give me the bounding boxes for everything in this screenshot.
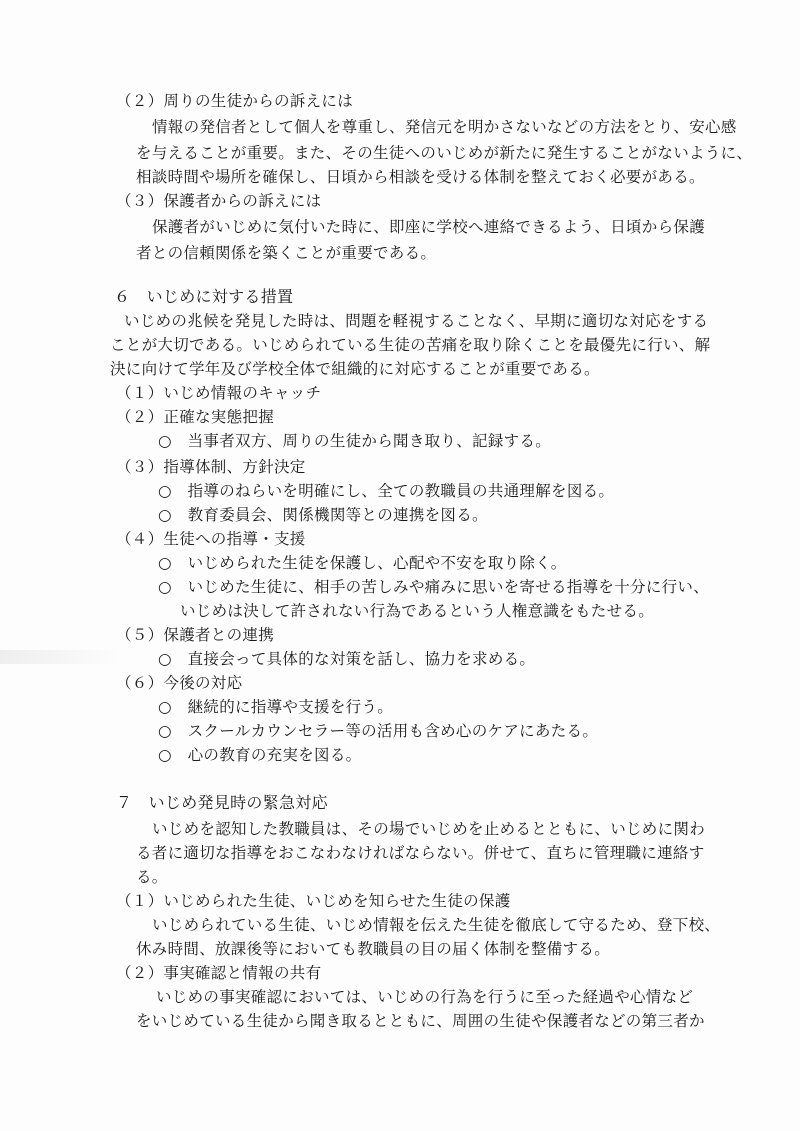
section-heading-7: ７ いじめ発見時の緊急対応 xyxy=(116,793,328,812)
paragraph-line: る者に適切な指導をおこなわなければならない。併せて、直ちに管理職に連絡す xyxy=(136,844,705,862)
paragraph-line: いじめの事実確認においては、いじめの行為を行うに至った経過や心情など xyxy=(156,988,694,1006)
paragraph-line: いじめを認知した教職員は、その場でいじめを止めるとともに、いじめに関わ xyxy=(152,820,706,838)
paragraph-line: いじめの兆候を発見した時は、問題を軽視することなく、早期に適切な対応をする xyxy=(124,312,709,330)
subheading-1-protection: （１）いじめられた生徒、いじめを知らせた生徒の保護 xyxy=(116,892,511,910)
subheading-4: （４）生徒への指導・支援 xyxy=(116,530,306,548)
paragraph-line: 者との信頼関係を築くことが重要である。 xyxy=(136,244,437,262)
paragraph-line: 決に向けて学年及び学校全体で組織的に対応することが重要である。 xyxy=(110,360,600,378)
paragraph-line: る。 xyxy=(136,868,168,886)
paragraph-line: 休み時間、放課後等においても教職員の目の届く体制を整備する。 xyxy=(136,940,611,958)
scan-artifact xyxy=(0,650,120,664)
bullet-item: ○ 継続的に指導や支援を行う。 xyxy=(158,698,394,716)
bullet-continuation: いじめは決して許されない行為であるという人権意識をもたせる。 xyxy=(180,602,655,620)
bullet-item: ○ 当事者双方、周りの生徒から聞き取り、記録する。 xyxy=(158,432,552,450)
bullet-item: ○ 指導のねらいを明確にし、全ての教職員の共通理解を図る。 xyxy=(158,482,615,500)
subheading-3-guardian-reports: （３）保護者からの訴えには xyxy=(116,192,322,210)
subheading-3: （３）指導体制、方針決定 xyxy=(116,458,306,476)
paragraph-line: 保護者がいじめに気付いた時に、即座に学校へ連絡できるよう、日頃から保護 xyxy=(152,218,706,236)
subheading-2: （２）正確な実態把握 xyxy=(116,408,275,426)
subheading-6: （６）今後の対応 xyxy=(116,674,243,692)
paragraph-line: ことが大切である。いじめられている生徒の苦痛を取り除くことを最優先に行い、解 xyxy=(110,336,711,354)
paragraph-line: を与えることが重要。また、その生徒へのいじめが新たに発生することがないように、 xyxy=(136,144,753,162)
bullet-item: ○ いじめた生徒に、相手の苦しみや痛みに思いを寄せる指導を十分に行い、 xyxy=(158,578,710,596)
subheading-5: （５）保護者との連携 xyxy=(116,626,275,644)
paragraph-line: 情報の発信者として個人を尊重し、発信元を明かさないなどの方法をとり、安心感 xyxy=(152,118,737,136)
bullet-item: ○ 直接会って具体的な対策を話し、協力を求める。 xyxy=(158,650,536,668)
paragraph-line: をいじめている生徒から聞き取るとともに、周囲の生徒や保護者などの第三者か xyxy=(136,1012,705,1030)
subheading-2-fact-check: （２）事実確認と情報の共有 xyxy=(116,964,322,982)
section-heading-6: ６ いじめに対する措置 xyxy=(114,287,294,306)
bullet-item: ○ 心の教育の充実を図る。 xyxy=(158,746,362,764)
subheading-2-peer-reports: （２）周りの生徒からの訴えには xyxy=(116,92,354,110)
bullet-item: ○ いじめられた生徒を保護し、心配や不安を取り除く。 xyxy=(158,554,567,572)
paragraph-line: 相談時間や場所を確保し、日頃から相談を受ける体制を整えておく必要がある。 xyxy=(136,168,705,186)
bullet-item: ○ スクールカウンセラー等の活用も含め心のケアにあたる。 xyxy=(158,722,599,740)
subheading-1: （１）いじめ情報のキャッチ xyxy=(116,384,322,402)
bullet-item: ○ 教育委員会、関係機関等との連携を図る。 xyxy=(158,506,488,524)
paragraph-line: いじめられている生徒、いじめ情報を伝えた生徒を徹底して守るため、登下校、 xyxy=(152,916,721,934)
